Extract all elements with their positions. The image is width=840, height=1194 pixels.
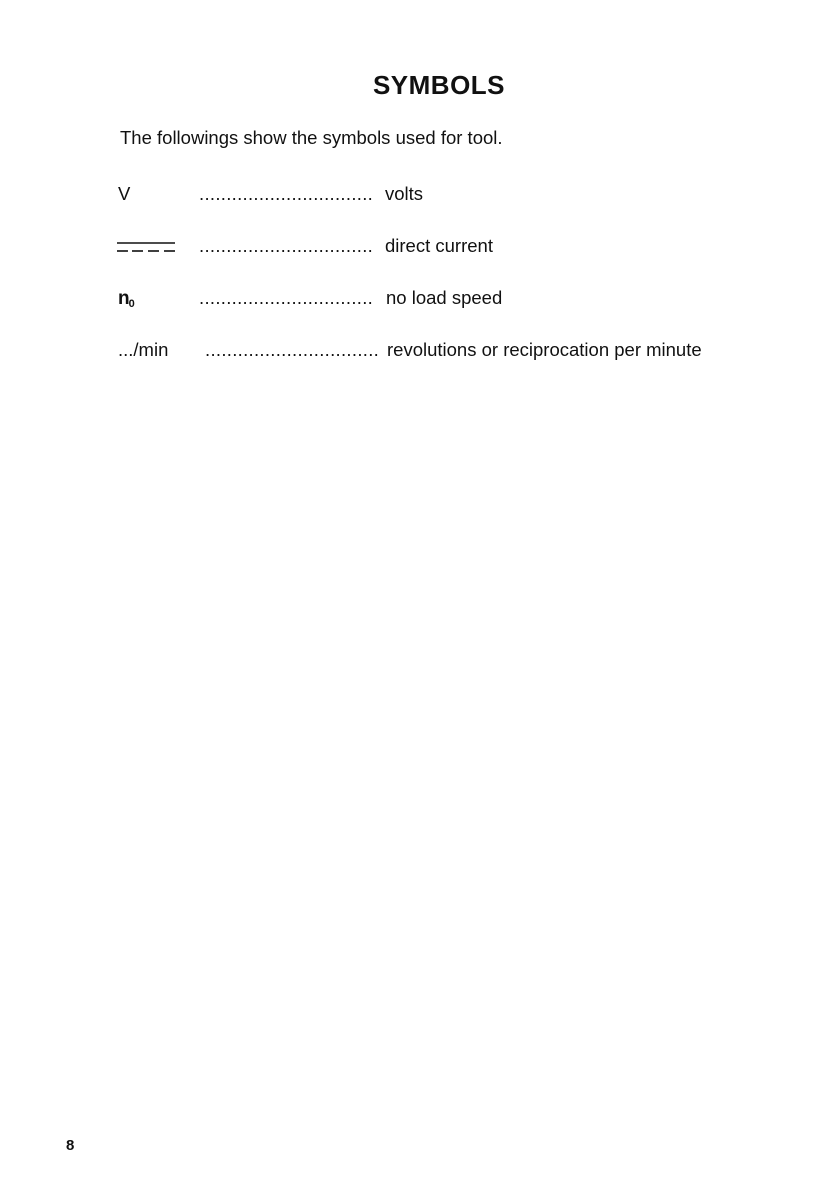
meaning-volts: volts	[385, 183, 424, 204]
symbol-row-volts	[0, 182, 840, 210]
leader-dots: ................................	[199, 287, 374, 308]
meaning-per-minute: revolutions or reciprocation per minute	[387, 339, 702, 360]
direct-current-icon	[117, 240, 175, 254]
symbol-per-minute: .../min	[118, 339, 169, 360]
symbol-volts: V	[118, 183, 131, 204]
symbol-subscript: 0	[128, 298, 135, 310]
leader-dots: ................................	[205, 339, 380, 360]
leader-dots: ................................	[199, 183, 374, 204]
intro-text: The followings show the symbols used for tool.	[120, 127, 503, 148]
meaning-no-load-speed: no load speed	[386, 287, 503, 308]
symbol-no-load-speed	[118, 286, 136, 313]
page-title: SYMBOLS	[372, 70, 506, 100]
symbol-row-direct-current	[0, 234, 840, 262]
symbol-n: n	[118, 288, 130, 309]
meaning-direct-current: direct current	[385, 235, 493, 256]
page-number: 8	[66, 1137, 75, 1154]
symbol-row-per-minute	[0, 338, 840, 366]
leader-dots: ................................	[199, 235, 374, 256]
symbol-row-no-load-speed	[0, 286, 840, 314]
